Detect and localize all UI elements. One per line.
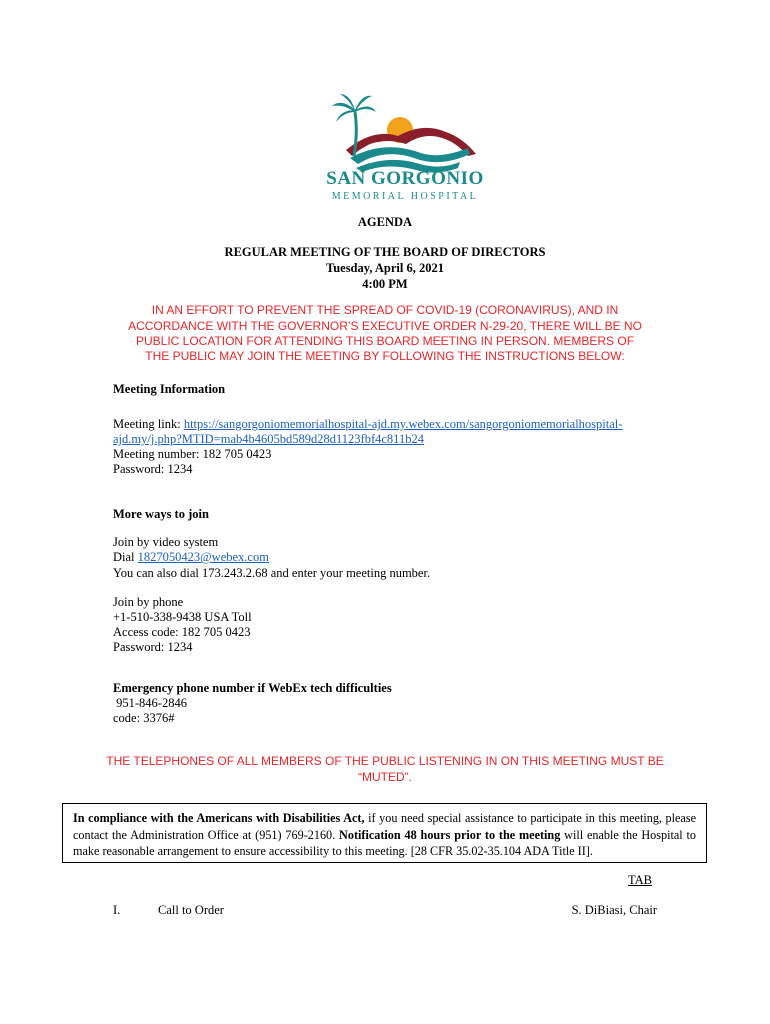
ada-compliance-bold: In compliance with the Americans with Disabilities Act,: [73, 811, 365, 825]
ada-compliance-text: if you need special assistance to participate in this meeting, please contact the Administration Office at (951) 769-2160.: [73, 811, 696, 842]
dial-alternative: You can also dial 173.243.2.68 and enter your meeting number.: [113, 566, 431, 580]
mute-notice-line: “MUTED”.: [358, 770, 412, 784]
meeting-title: REGULAR MEETING OF THE BOARD OF DIRECTORS: [224, 245, 546, 259]
more-ways-heading: More ways to join: [113, 507, 209, 521]
covid-notice-line: THE PUBLIC MAY JOIN THE MEETING BY FOLLOWING THE INSTRUCTIONS BELOW:: [145, 349, 625, 363]
covid-notice-line: ACCORDANCE WITH THE GOVERNOR’S EXECUTIVE ORDER N-29-20, THERE WILL BE NO: [128, 319, 642, 333]
ada-compliance-text: will enable the Hospital to make reasonable arrangement to ensure accessibility to this meeting. [28 CFR 35.02-35.104 ADA Title II].: [73, 827, 697, 858]
ada-compliance-box: [62, 803, 707, 863]
meeting-link[interactable]: https://sangorgoniomemorialhospital-ajd.my.webex.com/sangorgoniomemorialhospital-: [183, 417, 623, 431]
agenda-item-number: I.: [113, 903, 121, 917]
emergency-heading: Emergency phone number if WebEx tech difficulties: [113, 681, 392, 695]
notification-notice-bold: Notification 48 hours prior to the meeting: [339, 827, 561, 842]
emergency-code: code: 3376#: [113, 711, 175, 725]
dial-row: [113, 550, 269, 565]
meeting-link-row: [113, 417, 622, 432]
logo-subtitle: MEMORIAL HOSPITAL: [331, 191, 479, 202]
meeting-number: Meeting number: 182 705 0423: [113, 447, 272, 461]
tab-column-header: TAB: [628, 873, 652, 887]
covid-notice-line: PUBLIC LOCATION FOR ATTENDING THIS BOARD MEETING IN PERSON. MEMBERS OF: [135, 334, 635, 348]
meeting-link-label: Meeting link:: [113, 417, 184, 431]
agenda-item-presenter: S. DiBiasi, Chair: [571, 903, 657, 917]
meeting-link[interactable]: ajd.my/j.php?MTID=mab4b4605bd589d28d1123fbf4c811b24: [113, 432, 424, 446]
covid-notice-line: IN AN EFFORT TO PREVENT THE SPREAD OF COVID-19 (CORONAVIRUS), AND IN: [151, 303, 619, 317]
meeting-password: Password: 1234: [113, 462, 193, 476]
meeting-info-heading: Meeting Information: [113, 382, 226, 396]
emergency-phone: 951-846-2846: [113, 696, 187, 710]
dial-address-link[interactable]: 1827050423@webex.com: [137, 550, 269, 564]
phone-number: +1-510-338-9438 USA Toll: [113, 610, 252, 624]
dial-label: Dial: [113, 550, 138, 564]
logo-name: SAN GORGONIO: [326, 168, 484, 189]
meeting-link-row: [113, 432, 424, 447]
access-code: Access code: 182 705 0423: [113, 625, 251, 639]
meeting-date: Tuesday, April 6, 2021: [326, 261, 444, 275]
phone-heading: Join by phone: [113, 595, 184, 609]
meeting-time: 4:00 PM: [362, 277, 408, 291]
agenda-item-title: Call to Order: [158, 903, 224, 917]
mute-notice-line: THE TELEPHONES OF ALL MEMBERS OF THE PUBLIC LISTENING IN ON THIS MEETING MUST BE: [106, 754, 664, 768]
agenda-title: AGENDA: [357, 215, 413, 229]
phone-password: Password: 1234: [113, 640, 193, 654]
video-system-heading: Join by video system: [113, 535, 219, 549]
